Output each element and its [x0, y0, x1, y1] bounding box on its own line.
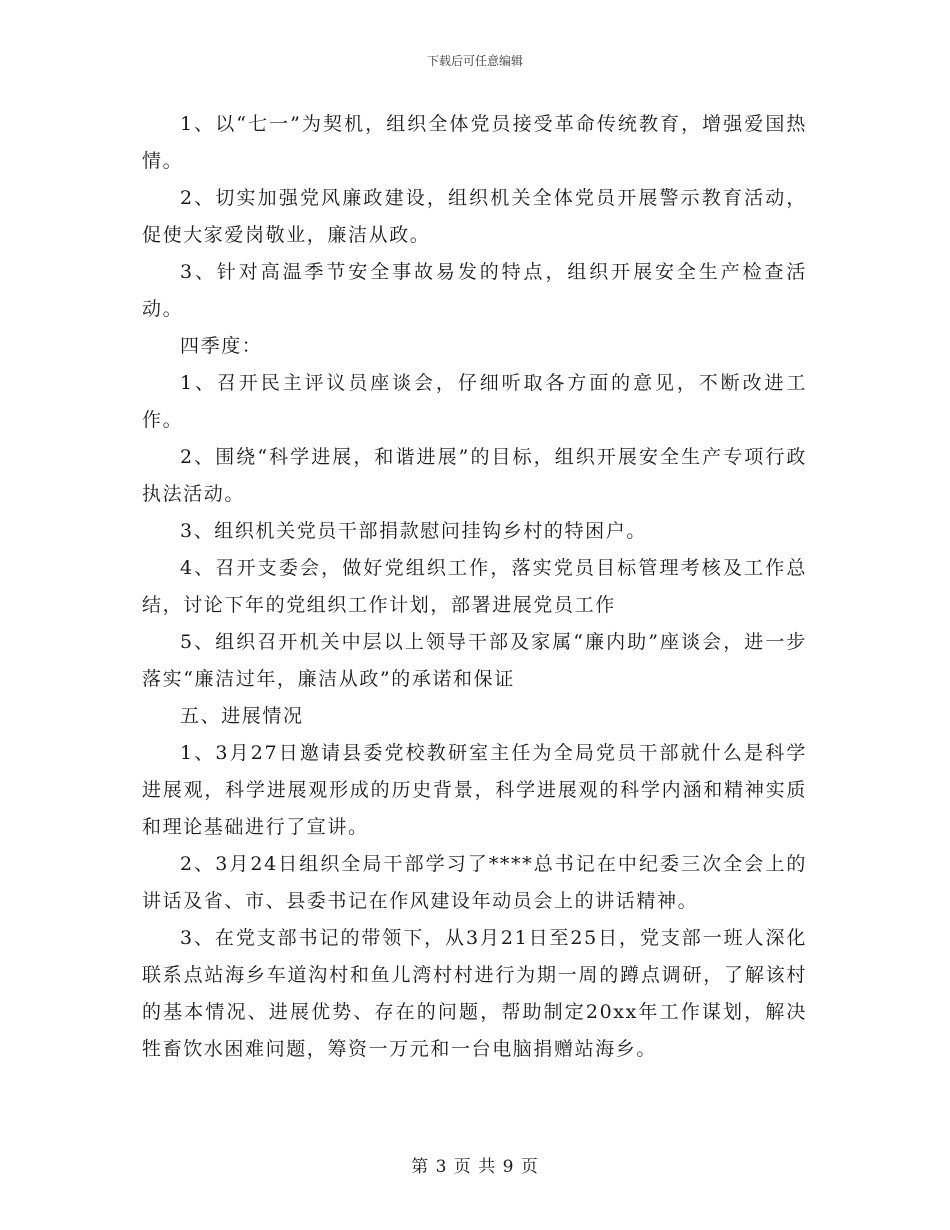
paragraph-13: 3、在党支部书记的带领下，从3月21日至25日，党支部一班人深化联系点站海乡车道沟村和鱼儿湾村村进行为期一周的蹲点调研，了解该村的基本情况、进展优势、存在的问题，帮助制定20xx年工作谋划，解决牲畜饮水困难问题，筹资一万元和一台电脑捐赠站海乡。 — [142, 927, 807, 1060]
paragraph-1: 1、以“七一”为契机，组织全体党员接受革命传统教育，增强爱国热情。 — [142, 113, 807, 172]
section-heading-q4: 四季度： — [180, 335, 263, 357]
paragraph-7: 3、组织机关党员干部捐款慰问挂钩乡村的特困户。 — [180, 520, 647, 542]
section-heading-progress: 五、进展情况 — [180, 705, 304, 727]
document-body — [142, 106, 807, 1068]
header-note: 下载后可任意编辑 — [426, 54, 523, 68]
paragraph-8: 4、召开支委会，做好党组织工作，落实党员目标管理考核及工作总结，讨论下年的党组织工作计划，部署进展党员工作 — [142, 557, 807, 616]
paragraph-3: 3、针对高温季节安全事故易发的特点，组织开展安全生产检查活动。 — [142, 261, 807, 320]
paragraph-9: 5、组织召开机关中层以上领导干部及家属“廉内助”座谈会，进一步落实“廉洁过年，廉洁从政”的承诺和保证 — [142, 631, 807, 690]
paragraph-5: 1、召开民主评议员座谈会，仔细听取各方面的意见，不断改进工作。 — [142, 372, 807, 431]
paragraph-6: 2、围绕“科学进展，和谐进展”的目标，组织开展安全生产专项行政执法活动。 — [142, 446, 807, 505]
paragraph-2: 2、切实加强党风廉政建设，组织机关全体党员开展警示教育活动，促使大家爱岗敬业，廉洁从政。 — [142, 187, 807, 246]
paragraph-11: 1、3月27日邀请县委党校教研室主任为全局党员干部就什么是科学进展观，科学进展观形成的历史背景，科学进展观的科学内涵和精神实质和理论基础进行了宣讲。 — [142, 742, 807, 838]
page-number: 第 3 页 共 9 页 — [411, 1157, 539, 1177]
paragraph-12: 2、3月24日组织全局干部学习了****总书记在中纪委三次全会上的讲话及省、市、县委书记在作风建设年动员会上的讲话精神。 — [142, 853, 807, 912]
